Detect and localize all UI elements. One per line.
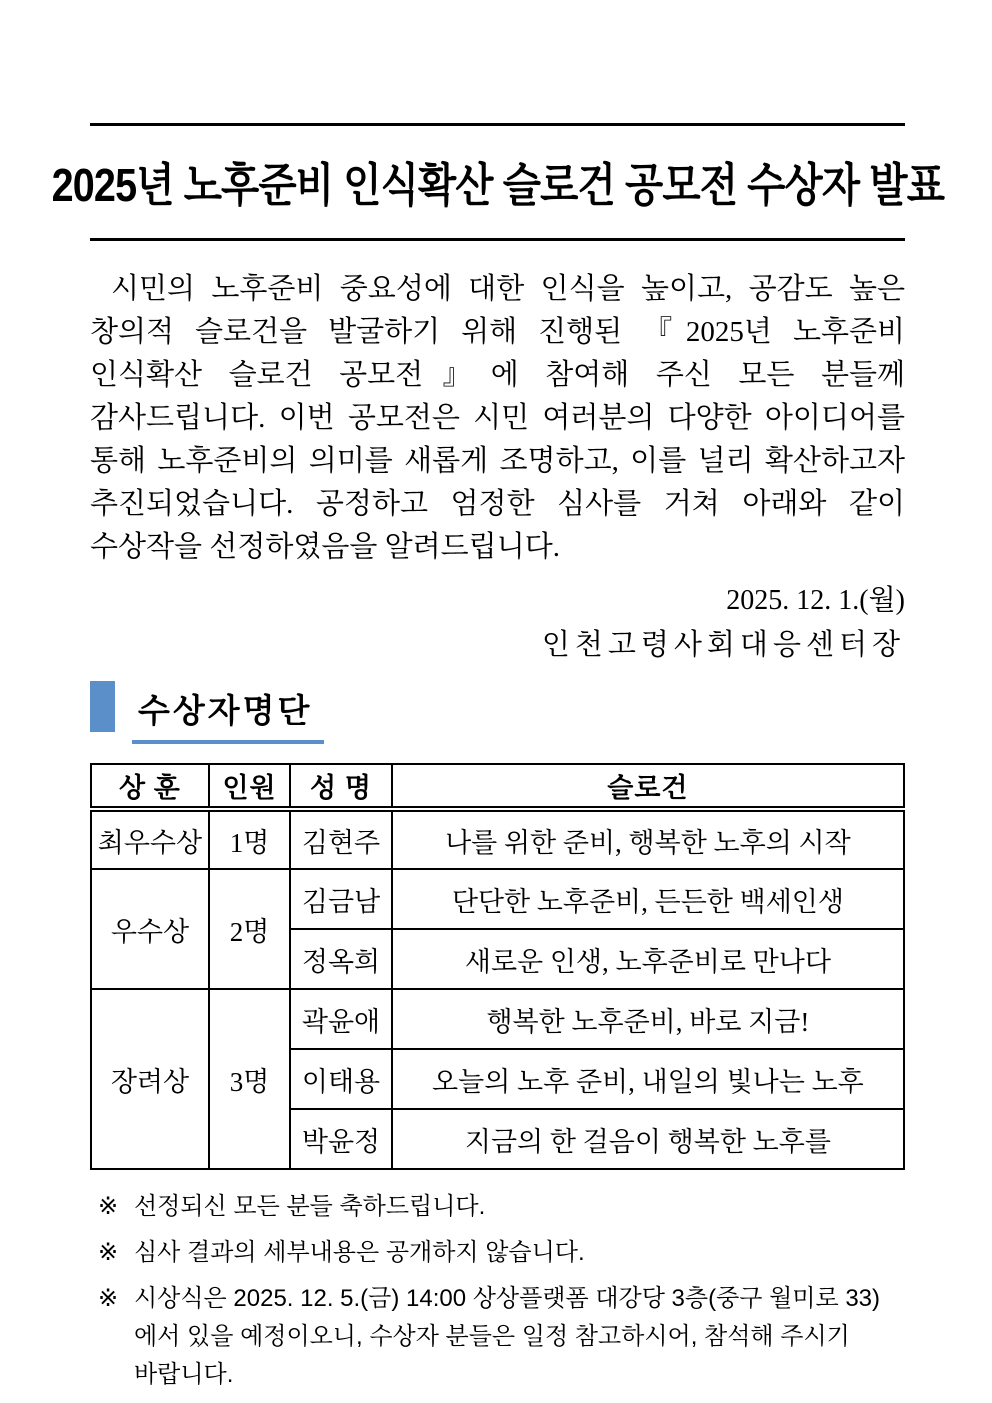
- count-cell: 2명: [209, 869, 290, 989]
- column-header: 상 훈: [91, 764, 209, 809]
- document-content: [0, 123, 992, 1394]
- note-item: [98, 1234, 905, 1272]
- column-header: 슬로건: [392, 764, 904, 809]
- note-marker: ※: [98, 1285, 119, 1312]
- slogan-cell: 새로운 인생, 노후준비로 만나다: [392, 929, 904, 989]
- winners-table: [90, 763, 905, 1170]
- signature-text: 인천고령사회대응센터장: [541, 629, 905, 661]
- slogan-cell: 오늘의 노후 준비, 내일의 빛나는 노후: [392, 1049, 904, 1109]
- table-row: [91, 869, 904, 929]
- name-cell: 김현주: [290, 809, 392, 869]
- slogan-cell: 지금의 한 걸음이 행복한 노후를: [392, 1109, 904, 1169]
- section-heading: [90, 681, 905, 744]
- date-text: 2025. 12. 1.(월): [726, 585, 905, 616]
- table-row: [91, 809, 904, 869]
- note-marker: ※: [98, 1239, 119, 1266]
- award-cell: 우수상: [91, 869, 209, 989]
- page-title: 2025년 노후준비 인식확산 슬로건 공모전 수상자 발표: [51, 159, 944, 211]
- table-row: [91, 989, 904, 1049]
- winners-table-header: [91, 764, 904, 809]
- intro-paragraph: 시민의 노후준비 중요성에 대한 인식을 높이고, 공감도 높은 창의적 슬로건을 발굴하기 위해 진행된 『2025년 노후준비 인식확산 슬로건 공모전』에 참여해 주신 모든 분들께 감사드립니다. 이번 공모전은 시민 여러분의 다양한 아이디어를 통해 노후준비의 의미를 새롭게 조명하고, 이를 널리 확산하고자 추진되었습니다. 공정하고 엄정한 심사를 거쳐 아래와 같이 수상작을 선정하였음을 알려드립니다.: [90, 273, 905, 563]
- table-header-row: [91, 764, 904, 809]
- column-header: 성 명: [290, 764, 392, 809]
- note-text: 시상식은 2025. 12. 5.(금) 14:00 상상플랫폼 대강당 3층(중구 월미로 33)에서 있을 예정이오니, 수상자 분들은 일정 참고하시어, 참석해 주시기 바랍니다.: [134, 1285, 881, 1388]
- note-item: [98, 1280, 905, 1394]
- count-cell: 3명: [209, 989, 290, 1169]
- slogan-cell: 행복한 노후준비, 바로 지금!: [392, 989, 904, 1049]
- title-block: [51, 123, 944, 241]
- slogan-cell: 나를 위한 준비, 행복한 노후의 시작: [392, 809, 904, 869]
- column-header: 인원: [209, 764, 290, 809]
- section-marker-bar: [90, 681, 115, 732]
- name-cell: 정옥희: [290, 929, 392, 989]
- note-text: 선정되신 모든 분들 축하드립니다.: [134, 1193, 486, 1220]
- slogan-cell: 단단한 노후준비, 든든한 백세인생: [392, 869, 904, 929]
- name-cell: 곽윤애: [290, 989, 392, 1049]
- name-cell: 김금남: [290, 869, 392, 929]
- count-cell: 1명: [209, 809, 290, 869]
- name-cell: 박윤정: [290, 1109, 392, 1169]
- award-cell: 장려상: [91, 989, 209, 1169]
- name-cell: 이태용: [290, 1049, 392, 1109]
- note-marker: ※: [98, 1193, 119, 1220]
- award-cell: 최우수상: [91, 809, 209, 869]
- winners-table-body: [91, 809, 904, 1169]
- note-item: [98, 1188, 905, 1226]
- note-text: 심사 결과의 세부내용은 공개하지 않습니다.: [134, 1239, 585, 1266]
- notes-section: [90, 1188, 905, 1394]
- section-title: 수상자명단: [132, 681, 324, 744]
